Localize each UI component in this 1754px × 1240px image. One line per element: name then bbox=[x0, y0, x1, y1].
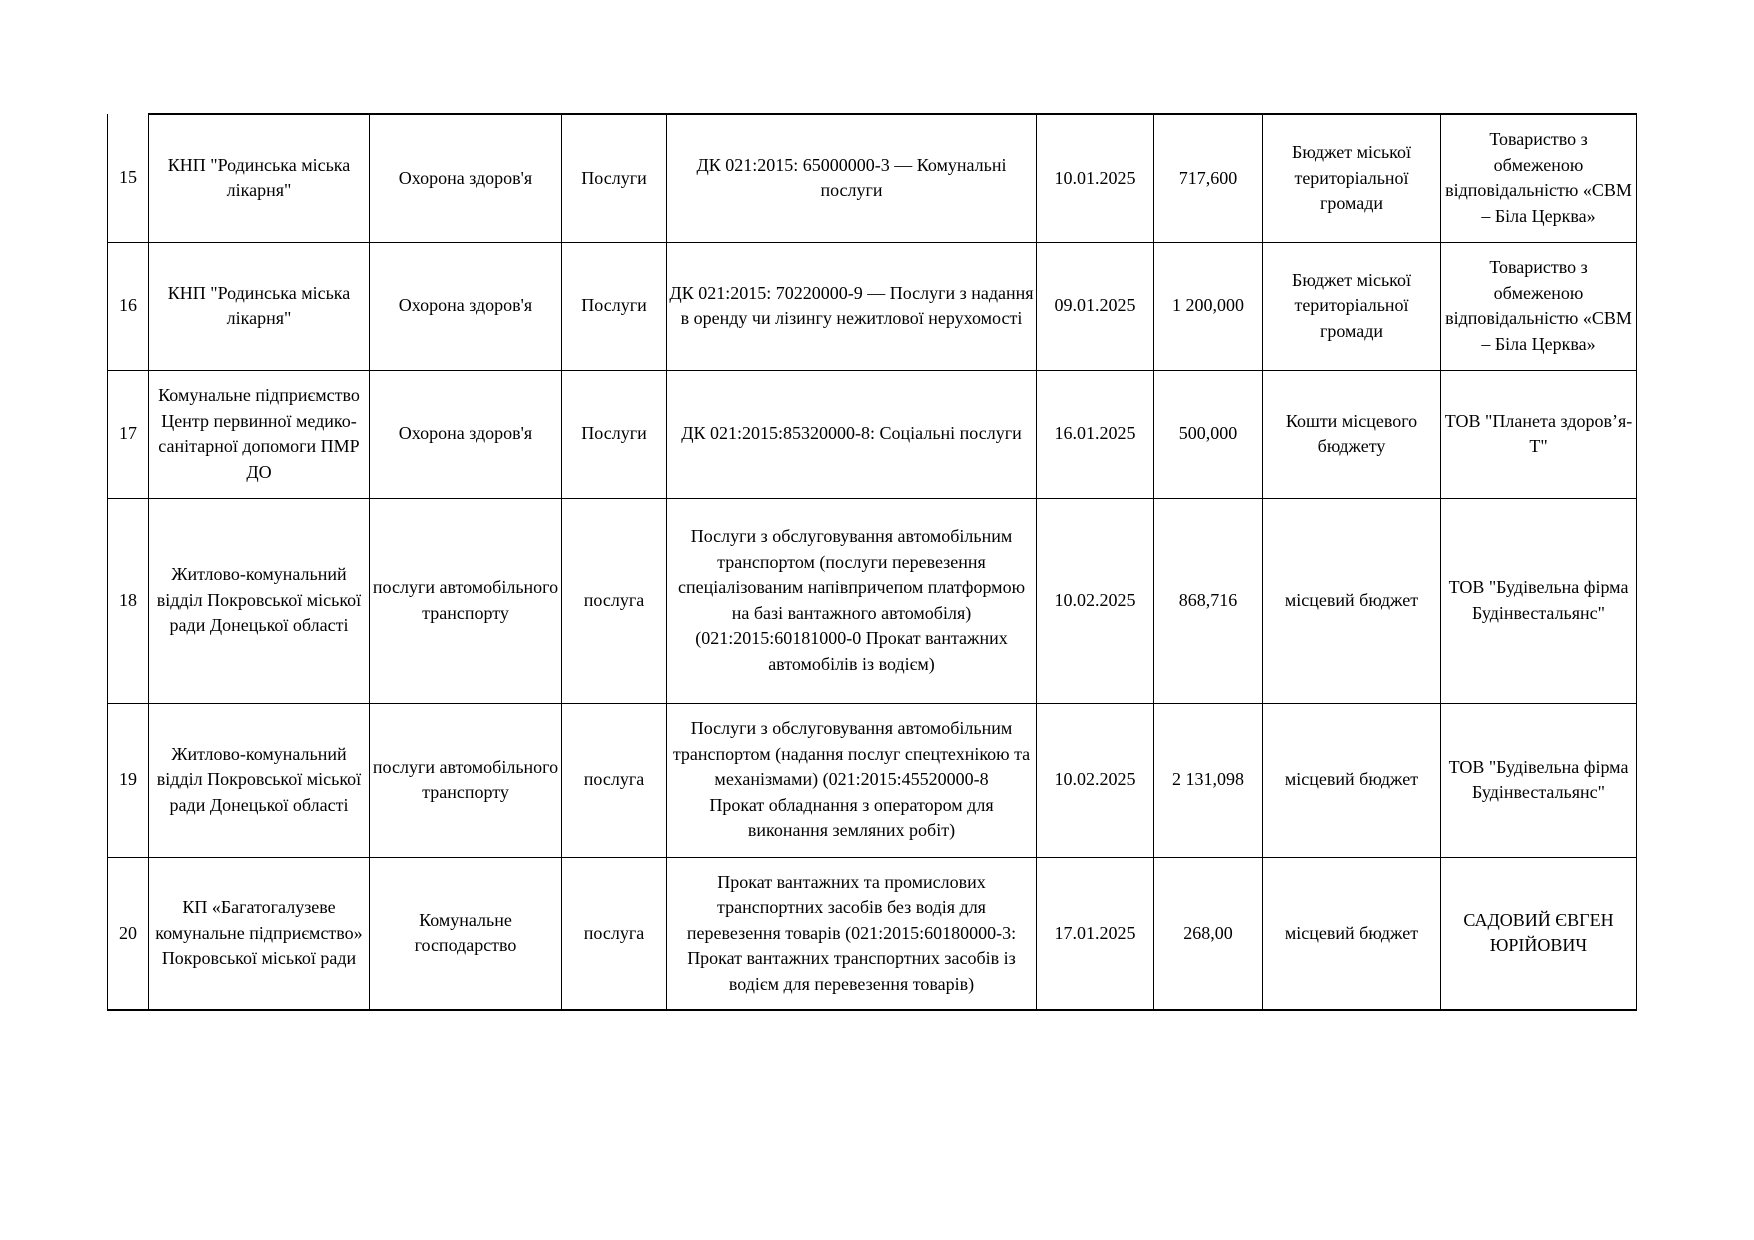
supplier-cell bbox=[1441, 498, 1637, 703]
type-cell bbox=[562, 242, 667, 370]
contract-date: 09.01.2025 bbox=[1054, 295, 1136, 316]
funding-source: місцевий бюджет bbox=[1284, 769, 1419, 790]
supplier-cell bbox=[1441, 703, 1637, 857]
sector: Комунальне господарство bbox=[414, 909, 517, 956]
sector-cell bbox=[370, 242, 562, 370]
contract-date: 10.02.2025 bbox=[1054, 769, 1136, 790]
sector: Охорона здоров'я bbox=[398, 423, 533, 444]
supplier-name: ТОВ "Планета здоров’я-Т" bbox=[1444, 410, 1633, 456]
sector: Охорона здоров'я bbox=[398, 295, 533, 316]
contract-amount: 2 131,098 bbox=[1172, 769, 1244, 790]
date-cell bbox=[1037, 370, 1154, 498]
row-number: 20 bbox=[119, 922, 137, 943]
supplier-name: САДОВИЙ ЄВГЕН ЮРІЙОВИЧ bbox=[1463, 909, 1614, 956]
funding-source-cell bbox=[1263, 370, 1441, 498]
subject-cell bbox=[667, 242, 1037, 370]
procurement-subject: ДК 021:2015: 65000000-3 — Комунальні послуги bbox=[696, 154, 1007, 201]
funding-source: місцевий бюджет bbox=[1284, 922, 1419, 943]
row-number-cell bbox=[108, 498, 149, 703]
row-number-cell bbox=[108, 370, 149, 498]
subject-cell bbox=[667, 114, 1037, 242]
date-cell bbox=[1037, 114, 1154, 242]
procurement-type: Послуги bbox=[581, 423, 647, 444]
contract-amount: 500,000 bbox=[1178, 423, 1238, 444]
row-number: 15 bbox=[119, 167, 137, 187]
supplier-cell bbox=[1441, 242, 1637, 370]
sector: послуги автомобільного транспорту bbox=[372, 577, 559, 623]
procurement-subject: ДК 021:2015:85320000-8: Соціальні послуги bbox=[681, 423, 1022, 444]
customer-name: КП «Багатогалузеве комунальне підприємство» Покровської міської ради bbox=[155, 897, 363, 968]
type-cell bbox=[562, 498, 667, 703]
date-cell bbox=[1037, 703, 1154, 857]
procurement-type: Послуги bbox=[581, 167, 647, 188]
row-number-cell bbox=[108, 114, 149, 242]
contract-amount: 268,00 bbox=[1183, 922, 1233, 943]
subject-cell bbox=[667, 370, 1037, 498]
sector: Охорона здоров'я bbox=[398, 167, 533, 188]
customer-name: КНП "Родинська міська лікарня" bbox=[167, 282, 351, 328]
type-cell bbox=[562, 370, 667, 498]
row-number-cell bbox=[108, 857, 149, 1010]
sector-cell bbox=[370, 370, 562, 498]
sector-cell bbox=[370, 857, 562, 1010]
subject-cell bbox=[667, 703, 1037, 857]
supplier-name: ТОВ "Будівельна фірма Будінвестальянс" bbox=[1448, 756, 1629, 802]
supplier-cell bbox=[1441, 857, 1637, 1010]
amount-cell bbox=[1154, 498, 1263, 703]
amount-cell bbox=[1154, 242, 1263, 370]
contract-date: 10.02.2025 bbox=[1054, 589, 1136, 610]
table-row bbox=[108, 114, 1637, 242]
date-cell bbox=[1037, 857, 1154, 1010]
contract-date: 16.01.2025 bbox=[1054, 423, 1136, 444]
customer-name: Житлово-комунальний відділ Покровської міської ради Донецької області bbox=[156, 564, 362, 636]
amount-cell bbox=[1154, 703, 1263, 857]
date-cell bbox=[1037, 242, 1154, 370]
customer-cell bbox=[149, 857, 370, 1010]
subject-cell bbox=[667, 857, 1037, 1010]
customer-cell bbox=[149, 498, 370, 703]
funding-source-cell bbox=[1263, 114, 1441, 242]
supplier-cell bbox=[1441, 114, 1637, 242]
row-number: 16 bbox=[119, 295, 137, 316]
procurement-subject: ДК 021:2015: 70220000-9 — Послуги з надання в оренду чи лізингу нежитлової нерухомості bbox=[669, 282, 1034, 328]
contract-date: 10.01.2025 bbox=[1054, 167, 1136, 188]
row-number-cell bbox=[108, 242, 149, 370]
procurement-type: послуга bbox=[583, 769, 645, 790]
supplier-name: Товариство з обмеженою відповідальністю «СВМ – Біла Церква» bbox=[1445, 129, 1632, 226]
customer-name: Житлово-комунальний відділ Покровської міської ради Донецької області bbox=[156, 743, 362, 815]
subject-cell bbox=[667, 498, 1037, 703]
supplier-name: ТОВ "Будівельна фірма Будінвестальянс" bbox=[1448, 577, 1629, 623]
customer-name: Комунальне підприємство Центр первинної медико-санітарної допомоги ПМР ДО bbox=[158, 385, 360, 482]
sector: послуги автомобільного транспорту bbox=[372, 756, 559, 802]
table-row bbox=[108, 370, 1637, 498]
type-cell bbox=[562, 857, 667, 1010]
sector-cell bbox=[370, 114, 562, 242]
contract-amount: 868,716 bbox=[1178, 589, 1238, 610]
row-number: 17 bbox=[119, 423, 137, 444]
procurement-subject: Послуги з обслуговування автомобільним транспортом (надання послуг спецтехнікою та механізмами) (021:2015:45520000-8 Прокат обладнання з оператором для виконання земляних робіт) bbox=[672, 718, 1031, 841]
table-row bbox=[108, 242, 1637, 370]
supplier-cell bbox=[1441, 370, 1637, 498]
procurement-table bbox=[107, 113, 1637, 1011]
procurement-type: Послуги bbox=[581, 295, 647, 316]
procurement-subject: Послуги з обслуговування автомобільним транспортом (послуги перевезення спеціалізованим напівпричепом платформою на базі вантажного автомобіля) (021:2015:60181000-0 Прокат вантажних автомобілів із водієм) bbox=[677, 526, 1026, 674]
row-number-cell bbox=[108, 703, 149, 857]
amount-cell bbox=[1154, 114, 1263, 242]
date-cell bbox=[1037, 498, 1154, 703]
table-body bbox=[108, 114, 1637, 1010]
sector-cell bbox=[370, 703, 562, 857]
funding-source: місцевий бюджет bbox=[1284, 589, 1419, 610]
type-cell bbox=[562, 114, 667, 242]
funding-source-cell bbox=[1263, 242, 1441, 370]
contract-date: 17.01.2025 bbox=[1054, 922, 1136, 943]
funding-source: Бюджет міської територіальної громади bbox=[1291, 142, 1411, 213]
amount-cell bbox=[1154, 370, 1263, 498]
funding-source: Бюджет міської територіальної громади bbox=[1291, 269, 1411, 341]
customer-cell bbox=[149, 370, 370, 498]
funding-source-cell bbox=[1263, 857, 1441, 1010]
amount-cell bbox=[1154, 857, 1263, 1010]
funding-source-cell bbox=[1263, 703, 1441, 857]
procurement-subject: Прокат вантажних та промислових транспортних засобів без водія для перевезення товарів (021:2015:60180000-3: Прокат вантажних транспортних засобів із водієм для перевезення товарів) bbox=[686, 871, 1017, 994]
funding-source: Кошти місцевого бюджету bbox=[1285, 410, 1418, 456]
procurement-type: послуга bbox=[583, 922, 645, 943]
contract-amount: 717,600 bbox=[1178, 167, 1238, 188]
customer-cell bbox=[149, 703, 370, 857]
customer-cell bbox=[149, 242, 370, 370]
supplier-name: Товариство з обмеженою відповідальністю «СВМ – Біла Церква» bbox=[1445, 257, 1632, 354]
table-row bbox=[108, 857, 1637, 1010]
table-row bbox=[108, 703, 1637, 857]
customer-cell bbox=[149, 114, 370, 242]
contract-amount: 1 200,000 bbox=[1172, 295, 1244, 316]
funding-source-cell bbox=[1263, 498, 1441, 703]
table-row bbox=[108, 498, 1637, 703]
row-number: 18 bbox=[119, 589, 137, 610]
procurement-type: послуга bbox=[583, 589, 645, 610]
sector-cell bbox=[370, 498, 562, 703]
type-cell bbox=[562, 703, 667, 857]
customer-name: КНП "Родинська міська лікарня" bbox=[167, 154, 351, 201]
row-number: 19 bbox=[119, 769, 137, 790]
